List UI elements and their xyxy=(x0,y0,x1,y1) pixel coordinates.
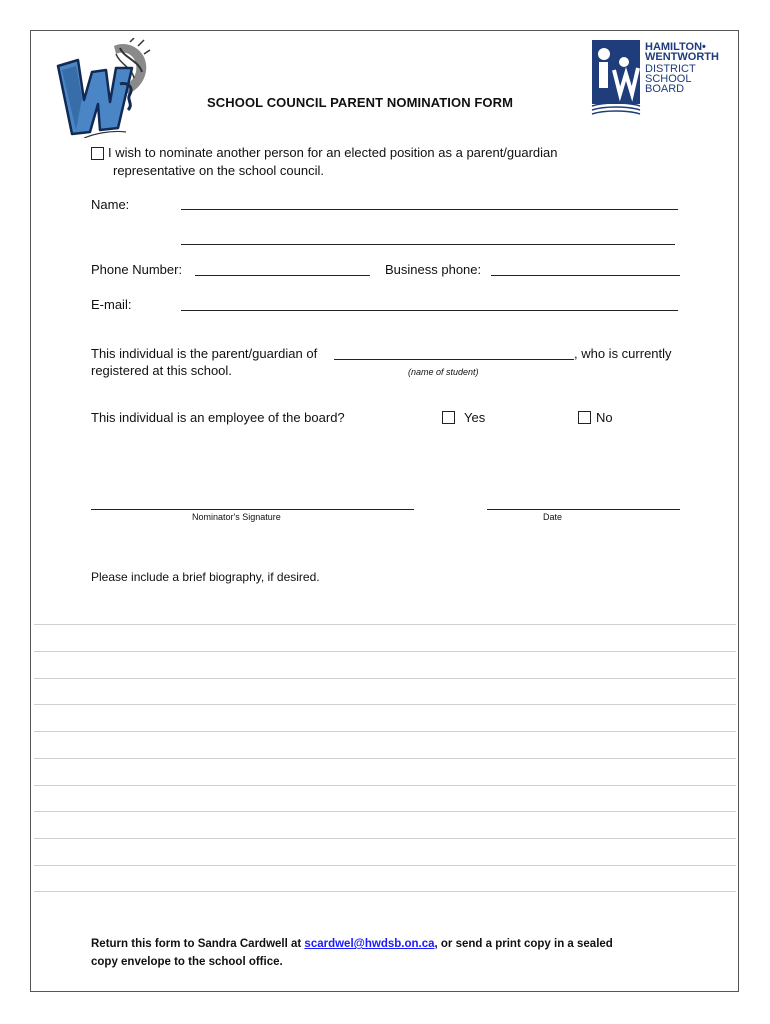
biography-prompt: Please include a brief biography, if desired. xyxy=(91,570,320,584)
nominate-text-line2: representative on the school council. xyxy=(113,163,325,178)
school-logo xyxy=(54,38,154,138)
nominate-checkbox[interactable] xyxy=(91,147,104,160)
biography-line xyxy=(34,891,736,892)
name-field-line2[interactable] xyxy=(181,244,675,245)
email-link[interactable]: scardwel@hwdsb.on.ca xyxy=(304,938,435,950)
business-phone-field[interactable] xyxy=(491,275,680,276)
biography-line xyxy=(34,651,736,652)
biography-line xyxy=(34,624,736,625)
board-name-line2: WENTWORTH xyxy=(645,51,719,63)
currently-label: , who is currently xyxy=(574,346,672,361)
employee-question: This individual is an employee of the board? xyxy=(91,410,345,425)
registered-label: registered at this school. xyxy=(91,363,232,378)
board-name-line1: HAMILTON• xyxy=(645,41,706,53)
biography-line xyxy=(34,811,736,812)
board-emblem-icon xyxy=(590,40,642,118)
student-name-field[interactable] xyxy=(334,359,574,360)
name-field[interactable] xyxy=(181,209,678,210)
board-logo xyxy=(590,40,735,120)
footer-line2: copy envelope to the school office. xyxy=(91,956,283,968)
form-title: SCHOOL COUNCIL PARENT NOMINATION FORM xyxy=(207,95,514,110)
no-label: No xyxy=(596,410,613,425)
parent-of-label: This individual is the parent/guardian of xyxy=(91,346,318,361)
biography-line xyxy=(34,838,736,839)
biography-line xyxy=(34,758,736,759)
biography-line xyxy=(34,678,736,679)
biography-line xyxy=(34,704,736,705)
phone-field[interactable] xyxy=(195,275,370,276)
biography-line xyxy=(34,865,736,866)
biography-line xyxy=(34,785,736,786)
nominator-signature-field[interactable] xyxy=(91,509,414,510)
date-caption: Date xyxy=(543,512,563,522)
footer-instructions xyxy=(91,936,613,953)
yes-label: Yes xyxy=(464,410,486,425)
name-of-student-caption: (name of student) xyxy=(408,367,479,377)
no-checkbox[interactable] xyxy=(578,411,591,424)
email-field[interactable] xyxy=(181,310,678,311)
business-phone-label: Business phone: xyxy=(385,262,482,277)
nominator-signature-caption: Nominator's Signature xyxy=(192,512,281,522)
footer-text-after: , or send a print copy in a sealed xyxy=(434,938,613,950)
email-label: E-mail: xyxy=(91,297,132,312)
name-label: Name: xyxy=(91,197,130,212)
date-field[interactable] xyxy=(487,509,680,510)
nominate-text-line1: I wish to nominate another person for an elected position as a parent/guardian xyxy=(108,145,558,160)
yes-checkbox[interactable] xyxy=(442,411,455,424)
board-name-line5: BOARD xyxy=(645,83,685,95)
board-name-line3: DISTRICT xyxy=(645,63,696,75)
phone-label: Phone Number: xyxy=(91,262,183,277)
biography-line xyxy=(34,731,736,732)
footer-text-before: Return this form to Sandra Cardwell at xyxy=(91,938,305,950)
board-name-line4: SCHOOL xyxy=(645,73,692,85)
